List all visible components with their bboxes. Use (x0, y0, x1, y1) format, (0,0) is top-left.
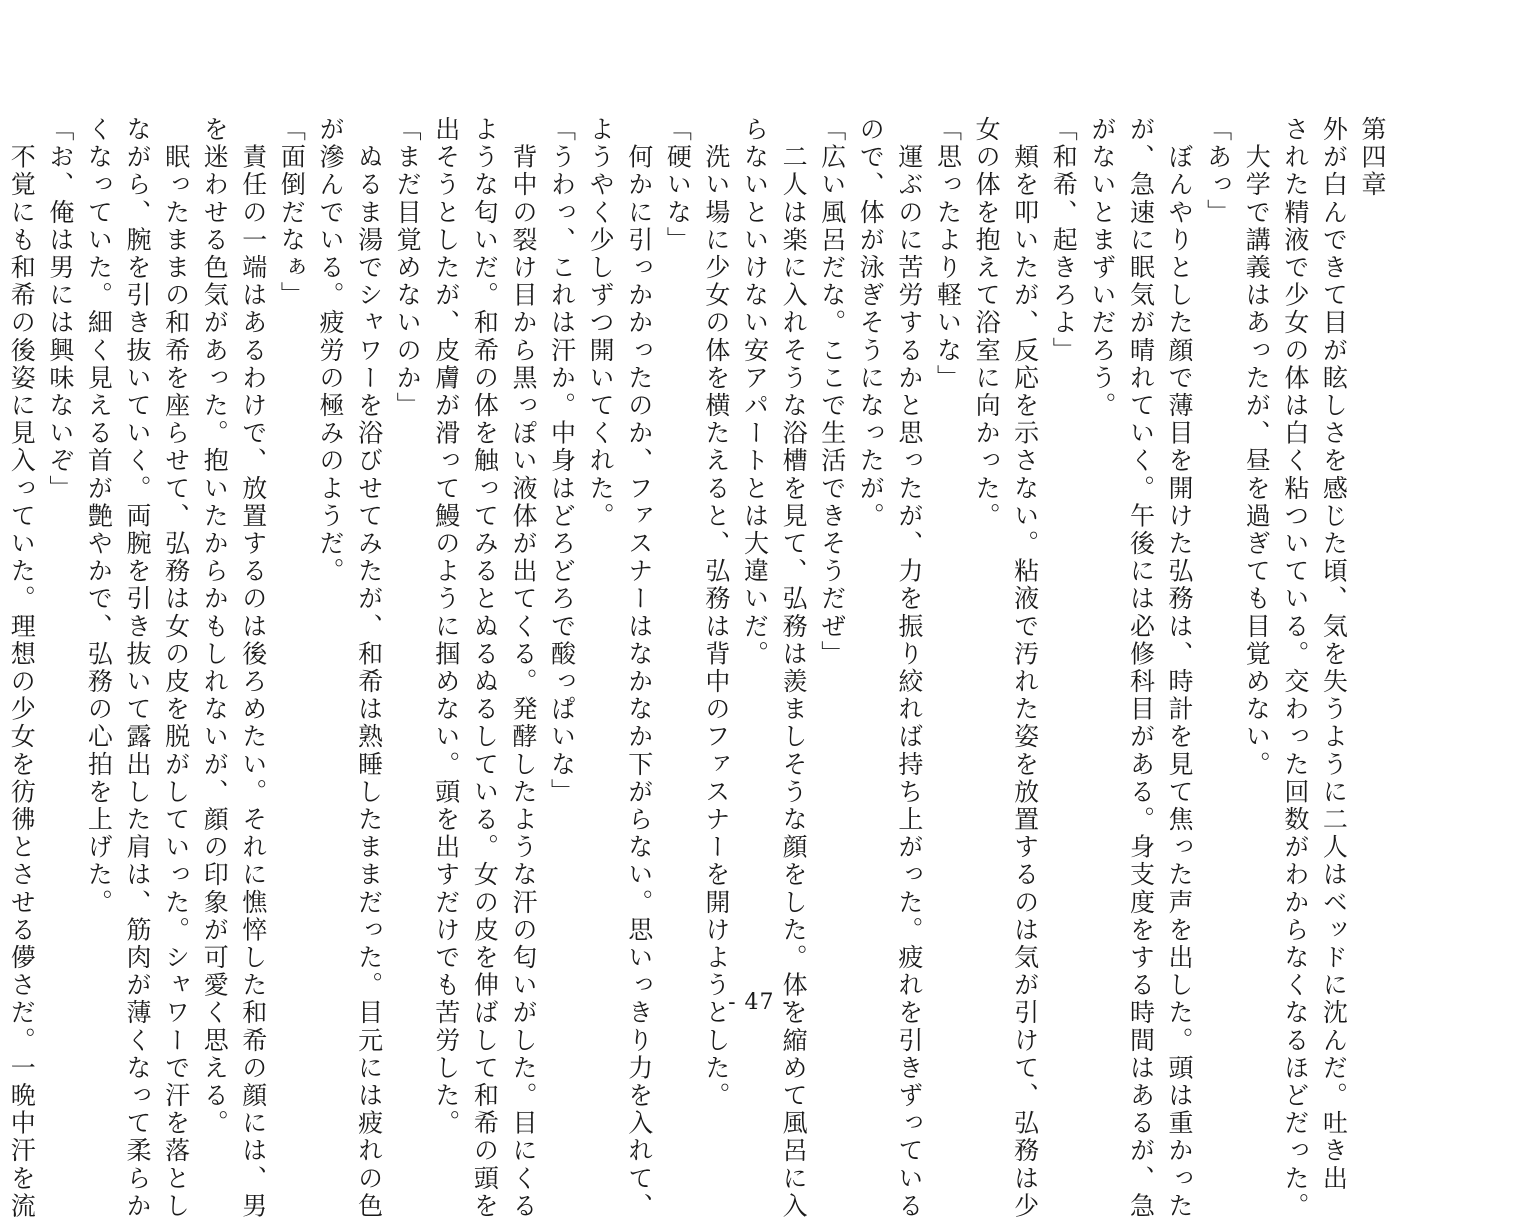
text-line: 不覚にも和希の後姿に見入っていた。理想の少女を彷彿とさせる儚さだ。一晩中汗を流 (7, 116, 37, 1220)
text-line: ぼんやりとした顔で薄目を開けた弘務は、時計を見て焦った声を出した。頭は重かった (1165, 116, 1195, 1220)
text-line: 「面倒だなぁ」 (277, 116, 307, 310)
text-line: 洗い場に少女の体を横たえると、弘務は背中のファスナーを開けようとした。 (701, 116, 731, 1110)
text-line: 責任の一端はあるわけで、放置するのは後ろめたい。それに憔悴した和希の顔には、男 (238, 116, 268, 1220)
text-line: 「うわっ、これは汗か。中身はどろどろで酸っぱいな」 (547, 116, 577, 806)
text-line: 「まだ目覚めないのか」 (393, 116, 423, 420)
text-line: 「思ったより軽いな」 (933, 116, 963, 392)
text-line: くなっていた。細く見える首が艶やかで、弘務の心拍を上げた。 (84, 116, 114, 917)
text-line: ような匂いだ。和希の体を触ってみるとぬるぬるしている。女の皮を伸ばして和希の頭を (470, 116, 500, 1220)
text-line: 女の体を抱えて浴室に向かった。 (972, 116, 1002, 530)
text-line: 「お、俺は男には興味ないぞ」 (45, 116, 75, 503)
text-line: ので、体が泳ぎそうになったが。 (856, 116, 886, 530)
text-line (0, 116, 2, 976)
text-line: 頬を叩いたが、反応を示さない。粘液で汚れた姿を放置するのは気が引けて、弘務は少 (1010, 116, 1040, 1220)
text-line: された精液で少女の体は白く粘ついている。交わった回数がわからなくなるほどだった。 (1280, 116, 1310, 1220)
text-line: ようやく少しずつ開いてくれた。 (586, 116, 616, 530)
page-number: - 47 - (728, 990, 791, 1015)
text-line: 「和希、起きろよ」 (1049, 116, 1079, 365)
text-line: らないといけない安アパートとは大違いだ。 (740, 116, 770, 668)
text-line: ぬるま湯でシャワーを浴びせてみたが、和希は熟睡したままだった。目元には疲れの色 (354, 116, 384, 1220)
text-line: を迷わせる色気があった。抱いたからかもしれないが、顔の印象が可愛く思える。 (200, 116, 230, 1138)
text-line: 「あっ」 (1203, 116, 1233, 227)
text-line: ながら、腕を引き抜いていく。両腕を引き抜いて露出した肩は、筋肉が薄くなって柔らか (123, 116, 152, 1220)
text-line: が、急速に眠気が晴れていく。午後には必修科目がある。身支度をする時間はあるが、急 (1126, 116, 1156, 1220)
text-line: 眠ったままの和希を座らせて、弘務は女の皮を脱がしていった。シャワーで汗を落とし (161, 116, 191, 1220)
text-line: 運ぶのに苦労するかと思ったが、力を振り絞れば持ち上がった。疲れを引きずっている (894, 116, 924, 1220)
text-line: 二人は楽に入れそうな浴槽を見て、弘務は羨ましそうな顔をした。体を縮めて風呂に入 (779, 116, 809, 1220)
text-line: 何かに引っかかったのか、ファスナーはなかなか下がらない。思いっきり力を入れて、 (624, 116, 654, 1220)
text-line: 「硬いな」 (663, 116, 693, 254)
text-line: 出そうとしたが、皮膚が滑って鰻のように掴めない。頭を出すだけでも苦労した。 (431, 116, 461, 1138)
text-line: 背中の裂け目から黒っぽい液体が出てくる。発酵したような汗の匂いがした。目にくる (508, 116, 538, 1220)
text-line: 外が白んできて目が眩しさを感じた頃、気を失うように二人はベッドに沈んだ。吐き出 (1319, 116, 1349, 1193)
chapter-title: 第四章 (1358, 116, 1387, 199)
text-line: 「広い風呂だな。ここで生活できそうだぜ」 (817, 116, 847, 668)
text-line: 大学で講義はあったが、昼を過ぎても目覚めない。 (1242, 116, 1272, 779)
text-line: が滲んでいる。疲労の極みのようだ。 (315, 116, 345, 586)
text-line: がないとまずいだろう。 (1087, 116, 1117, 420)
